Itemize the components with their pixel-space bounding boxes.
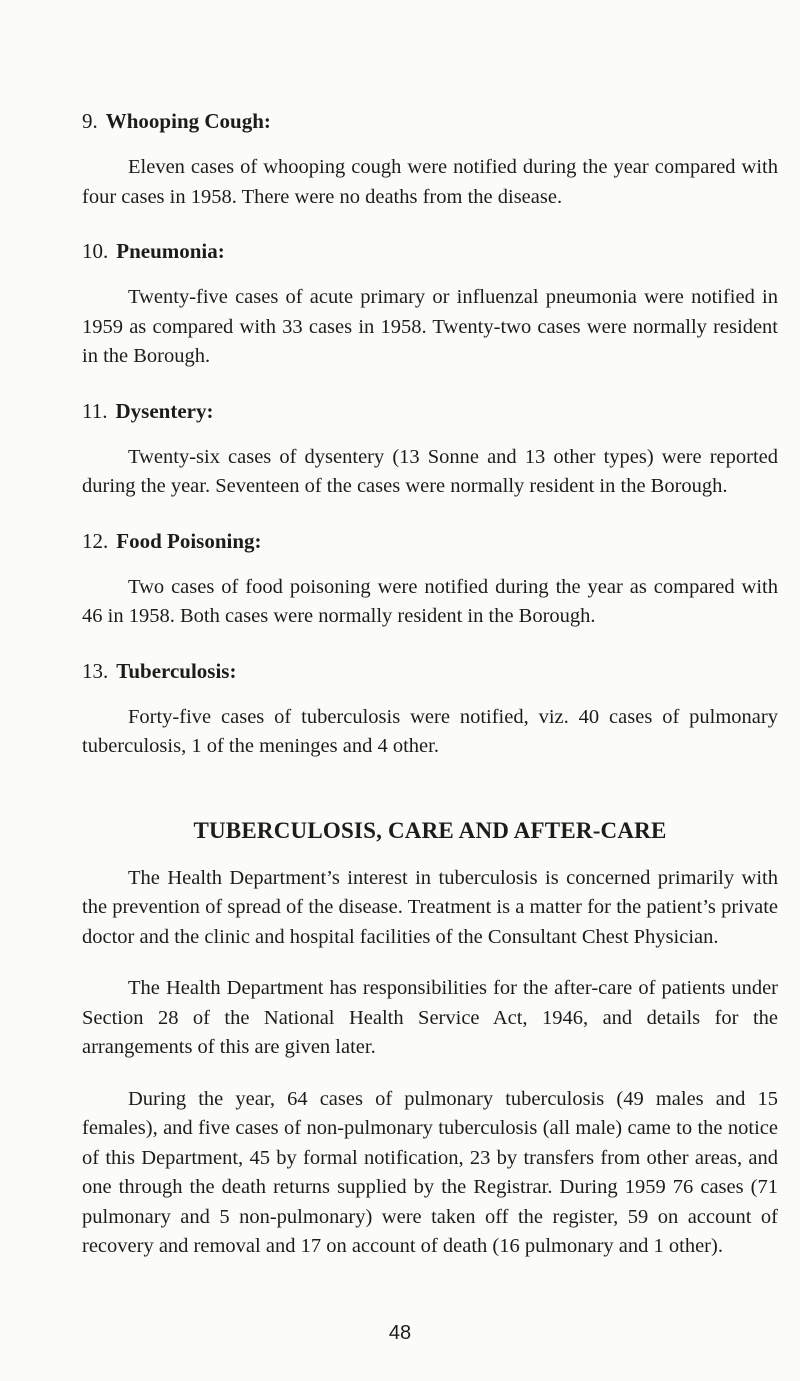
section-heading [82,238,778,264]
section-number: 13. [82,658,109,683]
document-page [82,108,778,1262]
section-text: Forty-five cases of tuberculosis were notified, viz. 40 cases of pulmonary tuberculosis, 1 of the meninges and 4 other. [82,705,778,757]
section-heading [82,108,778,134]
section-number: 10. [82,239,109,263]
section-dysentery [82,398,778,502]
section-text: Twenty-five cases of acute primary or influenzal pneumonia were notified in 1959 as compared with 33 cases in 1958. Twenty-two cases were normally resident in the Borough. [82,286,778,367]
section-text: Two cases of food poisoning were notified during the year as compared with 46 in 1958. Both cases were normally resident in the Borough. [82,575,778,627]
tb-paragraph: The Health Department has responsibilities for the after-care of patients under Section 28 of the National Health Service Act, 1946, and details for the arrangements of this are given later. [82,977,778,1058]
section-title: Tuberculosis: [116,658,237,683]
section-heading [82,658,778,684]
section-title: Food Poisoning: [116,528,262,553]
section-title: Pneumonia: [116,239,225,263]
section-title: Whooping Cough: [105,109,271,133]
section-whooping-cough [82,108,778,212]
tb-care-title: TUBERCULOSIS, CARE AND AFTER-CARE [193,817,667,843]
section-pneumonia [82,238,778,372]
section-number: 11. [82,398,108,423]
section-number: 9. [82,109,98,133]
section-food-poisoning [82,528,778,632]
section-text: Twenty-six cases of dysentery (13 Sonne and 13 other types) were reported during the year. Seventeen of the cases were normally resident in the Borough. [82,445,778,497]
section-tuberculosis [82,658,778,762]
section-text: Eleven cases of whooping cough were notified during the year compared with four cases in 1958. There were no deaths from the disease. [82,156,778,208]
tb-paragraph: During the year, 64 cases of pulmonary tuberculosis (49 males and 15 females), and five cases of non-pulmonary tuberculosis (all male) came to the notice of this Department, 45 by formal notification, 23 by transfers from other areas, and one through the death returns supplied by the Registrar. During 1959 76 cases (71 pulmonary and 5 non-pulmonary) were taken off the register, 59 on account of recovery and removal and 17 on account of death (16 pulmonary and 1 other). [82,1087,778,1257]
section-heading [82,398,778,424]
section-title: Dysentery: [115,398,214,423]
section-heading [82,528,778,554]
section-number: 12. [82,528,109,553]
page-number: 48 [388,1322,412,1344]
tb-paragraph: The Health Department’s interest in tuberculosis is concerned primarily with the prevention of spread of the disease. Treatment is a matter for the patient’s private doctor and the clinic and hospital facilities of the Consultant Chest Physician. [82,866,778,948]
